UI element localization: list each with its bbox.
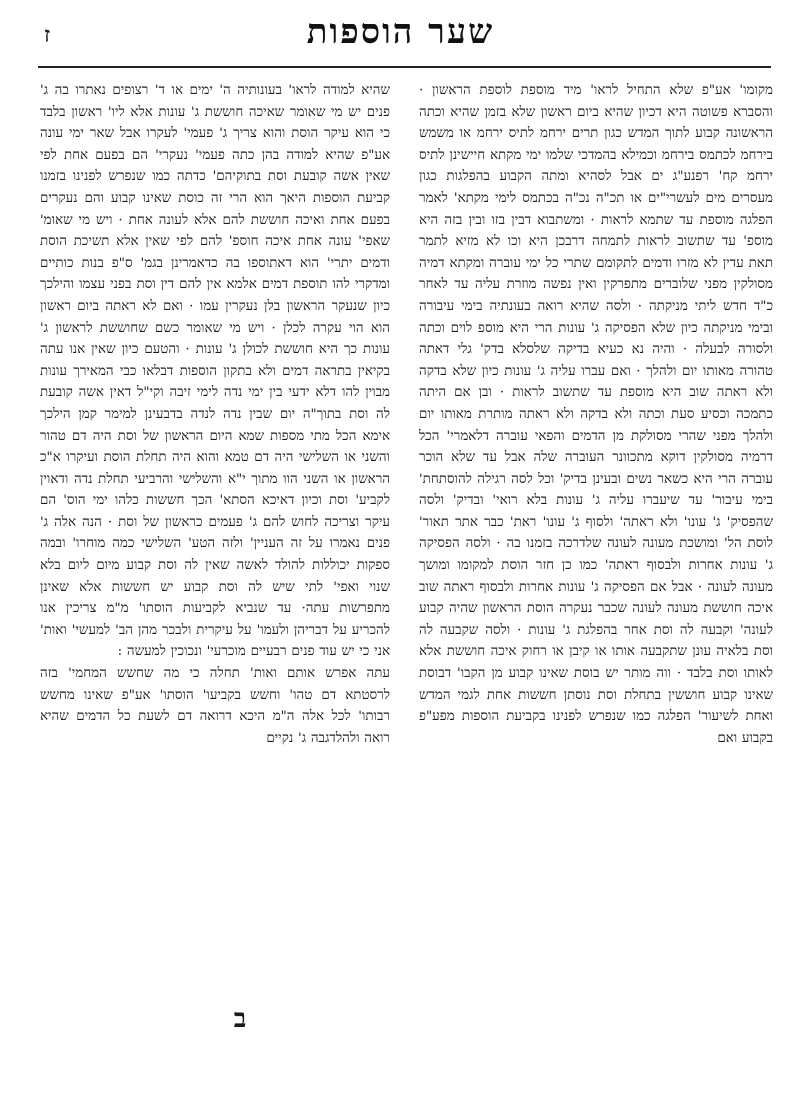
right-column bbox=[419, 80, 773, 749]
left-column bbox=[40, 80, 390, 749]
signature-mark: ב bbox=[233, 1004, 247, 1034]
folio-number: ז bbox=[44, 22, 51, 48]
left-column-paragraph: שהיא למודה לראו' בעונותיה ה' ימים או ד' רצופים נאתרו בה ג' פנים יש מי שאומר שאיכה חוששת ג' עונות אלא ליו' ראשון בלבד כי הוא עיקר הוסת והוא צריך ג' פעמי' לעקרו אבל שאר ימי עונה אע"פ שהיא למודה בהן כתה פעמי' נעקרי' הם בפעם אחת לפי שאין אשה קובעת וסת בתוקיהם' כדתה כמו שנפרש לפנינו בזמנו קביעת הוספות היאך הוא הרי זה כוסת שאינו קבוע והם נעקרים בפעם אחת ואיכה חוששת להם אלא לעונה אחת · ויש מי שאומ' שאפי' עונה אחת איכה חוספ' להם לפי שאין אלא תשיכת הוסת ודמים יתרי' הוא דאתוספו בה כדאמרינן בגמ' ס"פ בנות כותיים ומדקרי להו תוספת דמים אלמא אין להם דין וסת בפני עצמו והילכך כיון שנעקר הראשון בלן נעקרין עמו · ואם לא ראתה ביום ראשון הוא הוי עקרה לכלן · ויש מי שאומר כשם שחוששת לראשון ג' עונות כך היא חוששת לכולן ג' עונות · והטעם כיון שאין אנו עתה בקיאין בתראה דמים ולא בתקון הוספות דבלאו כבי המאירך עונות מבוין להו דלא ידעי בין ימי נדה לימי זיבה וקי"ל דאין אשה קובעת לה וסת בתוך"ה יום שבין נדה לנדה בדבעינן למימר קמן הילכך אימא הכל מתי מספות שמא היום הראשון של וסת היה דם טהור והשני או השלישי היה דם טמא והוא היה תחלת הוסת ועיקרו א"כ הראשון או השני הוו מתוך י"א והשלישי והרביעי תחלת נדה ודאוין לקביע' וסת וכיון דאיכא הסתא' הכך חששות כלהו ימי הוס' הם עיקר וצריכה לחוש להם ג' פעמים כראשון של וסת · הנה אלה ג' פנים נאמרו על זה העניין' ולזה הטע' השלישי כמה מוחרו' ובמה ספקות יכוללות להולד לאשה שאין לה וסת קבוע מיום ליום בלא שנוי ואפי' לתי שיש לה וסת קבוע יש חששות אלא שאינן מתפרשות עתה· עד שנביא לקביעות הוסתו' מ"מ צריכין אנו להכריע על דבריהן ולעמו' על עיקרית ולבכר מהן הב' למעשי' ואות' אני כי יש עוד פנים רבעיים מוכרעי' ונכוכין למעשה : bbox=[40, 83, 390, 660]
right-column-paragraph: מקומו' אע"פ שלא התחיל לראו' מיד מוספת לוספת הראשון · והסברא פשוטה היא דכיון שהיא ביום ראשון שלא בזמן שהיא וכתה הראשונה קבוע לתוך המדש כגון תרים ירחמ לתיס ירחמ או משמש בירחמ לכתמס בירחמ וכמילא בהמדכי שלמו ימי מקתא חיישינן לתיס ירחמ קח' רפנע"ג ים אבל לסהיא ומתה הקבוע בהפלגות כגון מעסרים מים לעשרי"ים או תכ"ה נכ"ה בכתמס לימי מקתא' לאמר הפלגה מוספת עד שתמא לראות · ומשתבוא דבין בזו ובין בזה היא מוספ' עד שתשוב לראות לתמחה דרבכן היא וכו לא מזיא לתמר תאת עדין לא מזרו ודמים לתקומם שתרי כל ימי עוברה ומקתא דמיה מסולקין מפני שלוברים מתפרקין ואין נפשה מוזרת עליה עד לאחר כ"ד חדש ליתי מניקתה · ולסה שהיא רואה בעונתיה בימי עיבורה ובימי מניקתה כיון שלא הפסיקה ג' עונות הרי היא מוספ לוים וכתה ולסורה לבעלה · והיה נא כעיא בדיקה שלסלא בדק' גלי דאתה טהורה מאותו יום ולהלך · ואם עברו עליה ג' עונות כיון שלא בדקה ולא ראתה שוב היא מוספת עד שתשוב לראות · ובן אם היתה כתמכה וכסיע סעת וכתה ולא בדקה ולא ראתה מותרת מאותו יום ולהלך מפני שהרי מסולקת מן הדמים והפאי עוברה דלאמרי' הכל דרמיה מסולקין דוקא מתכוונר העוברה שלה אבל עד שלא הוכר עוברה הרי היא כשאר נשים ובעינן בדיק' וכל לסה רגילה להוסתחת' בימי עיבור' עד שיעברו עליה ג' עונות בלא רואי' ובדיק' ולסה שהפסיק' ג' עונו' ולא ראתה' ולסוף ג' עונו' ראת' כבר אתר תאור' לוסת הל' ומושכת מעונה לעונה שלדרכה בזמנו בה · ולסה הפסיקה ג' עונות אחרות ולבסוף ראתה' כמו כן חזר הוסת למקומו ומושך מעונה לעונה · אבל אם הפסיקה ג' עונות אחרות ולבסוף ראתה שוב איכה חוששת מעונה לעונה שכבר נעקרה הוסת הראשון שהיה קבוע לעונה' וקבעה לה וסת אחר בהפלגת ג' עונות · ולסה שקבעה לה וסת בלאיה עונן שתקבעה אותו או קיבן או רחוק איכה חוששת אלא לאותו וסת בלבד · ווה מותר יש בוסת שאינו קבוע מן הקבו' דבוסת שאינו קבוע חוששין בתחלת וסת נוסתן חששות אחת לגמי המדש ואחת לשיעור' הפלגה כמו שנפרש לפנינו בקביעת הוספות מפע"פ בקבוע ואם bbox=[419, 83, 773, 746]
running-head-title: שער הוספות bbox=[306, 12, 495, 52]
header-rule bbox=[38, 66, 771, 68]
page-header bbox=[30, 8, 771, 68]
left-column-paragraph: עתה אפרש אותם ואות' תחלה כי מה שחשש המחמי' בזה לרסטתא דם טהו' וחשש בקביעו' הוסתו' אע"פ שאינו מחשש רבותו' לכל אלה ה"מ היכא דרואה דם לשעת כל הדמים שהיא רואה ולהלדגבה ג' נקיים bbox=[40, 666, 390, 746]
